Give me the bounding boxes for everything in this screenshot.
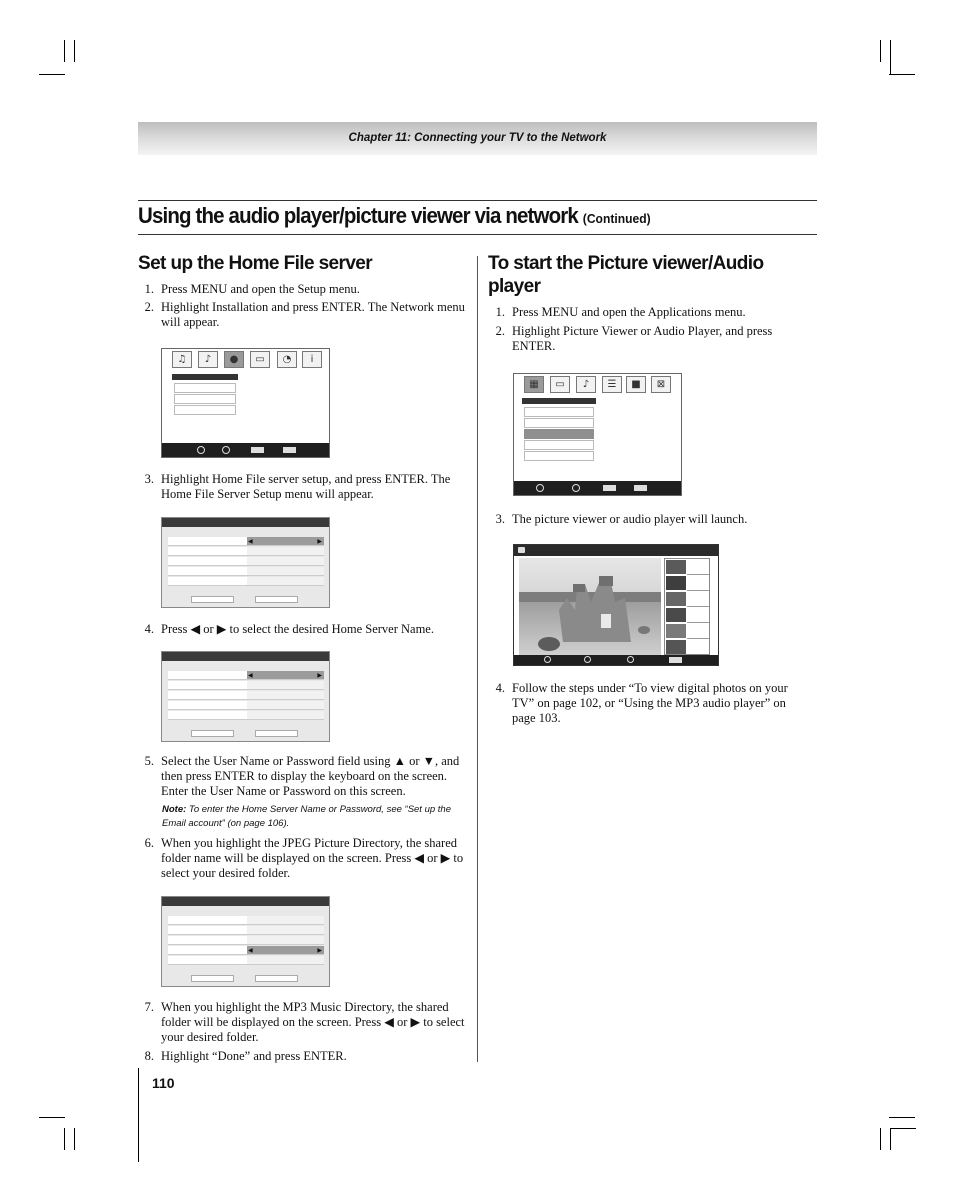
title-rule-top [138, 200, 817, 201]
form-value-selected [247, 946, 324, 955]
menu-button-icon [536, 484, 544, 492]
menu-row [174, 405, 236, 415]
menu-row [524, 407, 594, 417]
form-label [168, 577, 247, 586]
form-value [247, 936, 324, 945]
done-button [191, 975, 234, 982]
setup-menu-screenshot [161, 348, 330, 458]
info-icon: i [302, 351, 322, 368]
crop-mark [64, 1128, 65, 1150]
left-arrow-icon: ◀ [248, 947, 253, 954]
cancel-button [255, 975, 298, 982]
cancel-button [255, 730, 298, 737]
form-label [168, 557, 247, 566]
menu-row [174, 383, 236, 393]
step-text: When you highlight the MP3 Music Directory, the shared folder will be displayed on the screen. Press ◀ or ▶ to select your desired folder. [161, 1000, 465, 1044]
remote-hint-bar [514, 655, 718, 665]
thumbnail-list [664, 558, 710, 655]
thumbnail-divider [687, 638, 709, 639]
applications-icon: ▦ [524, 376, 544, 393]
form-label [168, 671, 247, 680]
form-value [247, 711, 324, 720]
step-text: Highlight Installation and press ENTER. The Network menu will appear. [161, 300, 465, 329]
menu-button-icon [197, 446, 205, 454]
exit-key-icon [669, 657, 682, 663]
form-value [247, 701, 324, 710]
step-item [138, 1049, 468, 1064]
step-number: 4. [144, 622, 154, 636]
crop-mark [880, 40, 881, 62]
crop-mark [889, 1117, 915, 1118]
picture-viewer-screenshot [513, 544, 719, 666]
step-number: 2. [495, 324, 505, 338]
page-number-rule [138, 1068, 139, 1162]
exit-key-icon [251, 447, 264, 453]
section-heading-home-file-server: Set up the Home File server [138, 253, 373, 274]
form-label [168, 537, 247, 546]
menu-button-icon [544, 656, 551, 663]
form-value [247, 547, 324, 556]
thumbnail-divider [687, 574, 709, 575]
remote-hint-bar [162, 443, 329, 457]
timer-icon: ◔ [277, 351, 297, 368]
thumbnail-divider [687, 606, 709, 607]
step-item [138, 1000, 468, 1045]
step-number: 2. [144, 300, 154, 314]
form-value [247, 916, 324, 925]
form-value [247, 577, 324, 586]
right-arrow-icon: ▶ [317, 538, 322, 545]
chapter-title: Chapter 11: Connecting your TV to the Network [348, 132, 607, 144]
step-item [489, 681, 799, 726]
remote-hint-bar [514, 481, 681, 495]
step-text: Highlight Home File server setup, and press ENTER. The Home File Server Setup menu will appear. [161, 472, 451, 501]
music-icon: ♪ [576, 376, 596, 393]
note [162, 803, 472, 831]
section-heading-picture-viewer [488, 252, 818, 298]
menu-header [522, 398, 596, 404]
step-text: The picture viewer or audio player will launch. [512, 512, 748, 526]
crop-mark [889, 74, 915, 75]
form-value [247, 557, 324, 566]
form-label [168, 711, 247, 720]
picture-icon: ▭ [550, 376, 570, 393]
left-arrow-icon: ◀ [248, 672, 253, 679]
step-text: When you highlight the JPEG Picture Directory, the shared folder name will be displayed on the screen. Press ◀ or ▶ to select your desired folder. [161, 836, 464, 880]
step-number: 1. [144, 282, 154, 296]
sandcastle-photo [519, 558, 661, 655]
menu-row [174, 394, 236, 404]
step-item [489, 305, 814, 320]
form-value-selected [247, 537, 324, 546]
crop-mark [39, 74, 65, 75]
step-number: 1. [495, 305, 505, 319]
home-file-server-setup-screenshot [161, 517, 330, 608]
home-server-name-screenshot [161, 651, 330, 742]
form-value [247, 567, 324, 576]
step-item [138, 754, 468, 799]
crop-mark [890, 40, 891, 74]
thumbnail-divider [687, 590, 709, 591]
menu-row [524, 418, 594, 428]
exit-key-icon [603, 485, 616, 491]
form-value [247, 681, 324, 690]
step-text: Press MENU and open the Applications menu. [512, 305, 746, 319]
form-value [247, 691, 324, 700]
step-item [138, 836, 468, 881]
form-label [168, 946, 247, 955]
column-divider [477, 256, 478, 1062]
camera-icon [518, 547, 525, 553]
step-text: Highlight Picture Viewer or Audio Player, and press ENTER. [512, 324, 773, 353]
step-number: 6. [144, 836, 154, 850]
form-value [247, 956, 324, 965]
step-number: 7. [144, 1000, 154, 1014]
lock-icon: ■ [626, 376, 646, 393]
menu-header [172, 374, 238, 380]
crop-mark [890, 1128, 916, 1129]
thumbnail [666, 624, 686, 638]
jpeg-directory-screenshot [161, 896, 330, 987]
thumbnail [666, 576, 686, 590]
step-item [138, 622, 468, 637]
step-text: Press ◀ or ▶ to select the desired Home Server Name. [161, 622, 434, 636]
step-number: 3. [495, 512, 505, 526]
right-arrow-icon: ▶ [317, 947, 322, 954]
page-title [138, 203, 780, 229]
crop-mark [39, 1117, 65, 1118]
form-label [168, 691, 247, 700]
form-header [162, 652, 329, 661]
right-arrow-icon: ▶ [317, 672, 322, 679]
step-text: Highlight “Done” and press ENTER. [161, 1049, 347, 1063]
form-label [168, 547, 247, 556]
preferences-icon: ☰ [602, 376, 622, 393]
form-label [168, 936, 247, 945]
thumbnail [666, 608, 686, 622]
thumbnail [666, 640, 686, 654]
done-button [191, 730, 234, 737]
page-title-text: Using the audio player/picture viewer via network [138, 203, 578, 228]
form-label [168, 681, 247, 690]
form-label [168, 956, 247, 965]
form-label [168, 916, 247, 925]
step-text: Press MENU and open the Setup menu. [161, 282, 360, 296]
step-item [138, 282, 468, 297]
continued-label: (Continued) [582, 211, 651, 226]
section-heading-line: player [488, 276, 541, 297]
enter-button-icon [627, 656, 634, 663]
step-number: 3. [144, 472, 154, 486]
chapter-header [138, 122, 817, 155]
section-heading-line: To start the Picture viewer/Audio [488, 253, 764, 274]
step-item [489, 512, 814, 527]
crop-mark [64, 40, 65, 62]
audio-icon: ♪ [198, 351, 218, 368]
info-button-icon [584, 656, 591, 663]
crop-mark [74, 40, 75, 62]
left-arrow-icon: ◀ [248, 538, 253, 545]
enter-button-icon [572, 484, 580, 492]
form-label [168, 701, 247, 710]
step-item [138, 472, 468, 502]
applications-menu-screenshot [513, 373, 682, 496]
thumbnail [666, 560, 686, 574]
form-value-selected [247, 671, 324, 680]
enter-button-icon [222, 446, 230, 454]
note-text: To enter the Home Server Name or Password, see “Set up the Email account” (on page 106). [162, 804, 452, 829]
menu-row [524, 451, 594, 461]
setup-icon: ⊠ [651, 376, 671, 393]
thumbnail-divider [687, 622, 709, 623]
form-label [168, 926, 247, 935]
thumbnail [666, 592, 686, 606]
done-button [191, 596, 234, 603]
form-header [162, 518, 329, 527]
viewer-header [514, 545, 718, 556]
step-item [138, 300, 468, 330]
back-key-icon [283, 447, 296, 453]
menu-row [524, 440, 594, 450]
step-number: 4. [495, 681, 505, 695]
setup-icon: ● [224, 351, 244, 368]
title-rule-bottom [138, 234, 817, 235]
menu-row-selected [524, 429, 594, 439]
form-value [247, 926, 324, 935]
settings-icon: ♫ [172, 351, 192, 368]
crop-mark [74, 1128, 75, 1150]
crop-mark [890, 1128, 891, 1150]
form-label [168, 567, 247, 576]
preferences-icon: ▭ [250, 351, 270, 368]
step-item [489, 324, 814, 354]
form-header [162, 897, 329, 906]
step-number: 8. [144, 1049, 154, 1063]
cancel-button [255, 596, 298, 603]
step-text: Select the User Name or Password field using ▲ or ▼, and then press ENTER to display the keyboard on the screen. Enter the User Name or Password on this screen. [161, 754, 460, 798]
back-key-icon [634, 485, 647, 491]
note-label: Note: [162, 804, 187, 815]
crop-mark [880, 1128, 881, 1150]
step-text: Follow the steps under “To view digital photos on your TV” on page 102, or “Using the MP3 audio player” on page 103. [512, 681, 788, 725]
page-number: 110 [152, 1075, 175, 1091]
step-number: 5. [144, 754, 154, 768]
